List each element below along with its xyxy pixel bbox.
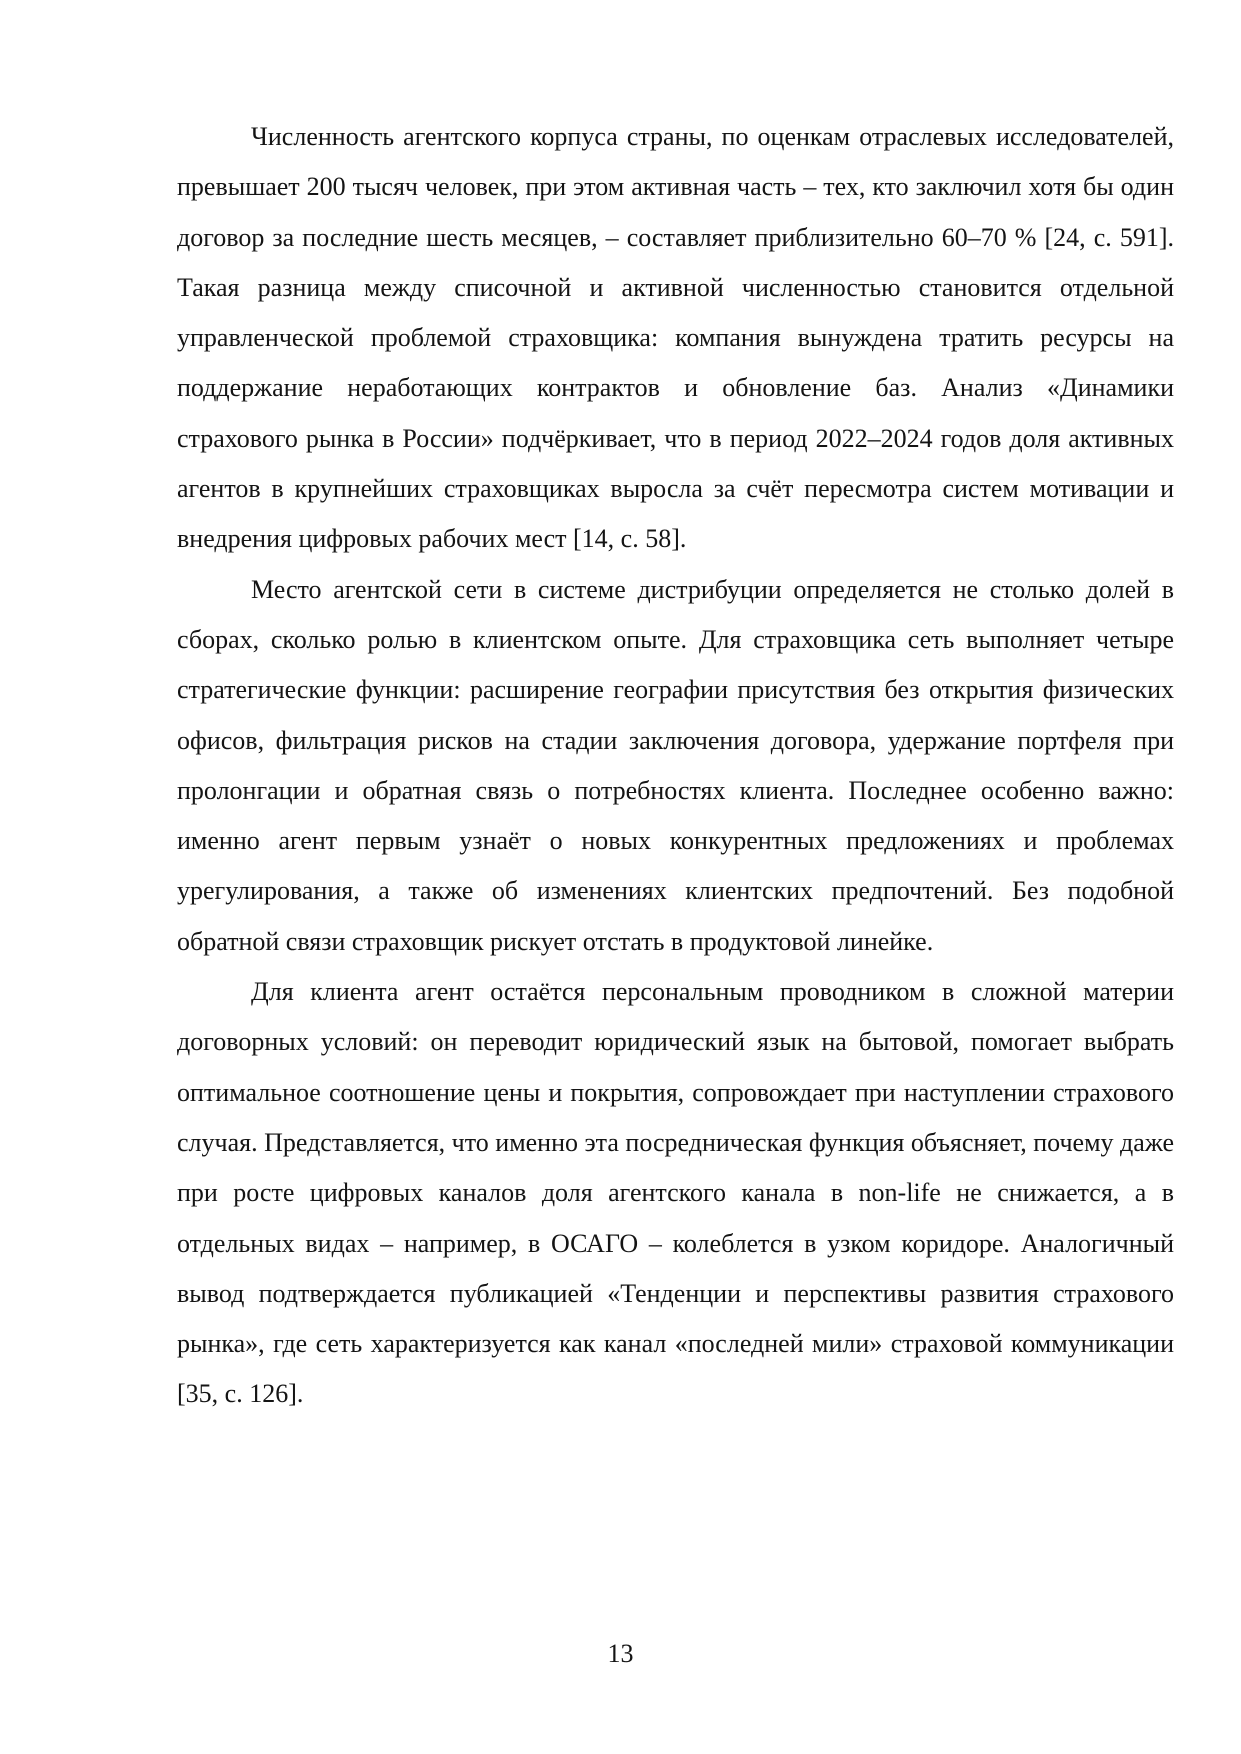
page-number: 13: [607, 1639, 634, 1668]
paragraph-agent-count: Численность агентского корпуса страны, по оценкам отраслевых исследователей, превышает 200 тысяч человек, при этом активная часть – тех, кто заключил хотя бы один договор за последние шесть месяцев, – составляет приблизительно 60–70 % [24, с. 591]. Такая разница между списочной и активной численностью становится отдельной управленческой проблемой страховщика: компания вынуждена тратить ресурсы на поддержание неработающих контрактов и обновление баз. Анализ «Динамики страхового рынка в России» подчёркивает, что в период 2022–2024 годов доля активных агентов в крупнейших страховщиках выросла за счёт пересмотра систем мотивации и внедрения цифровых рабочих мест [14, с. 58].: [177, 122, 1174, 554]
body-text: [177, 112, 1174, 1420]
paragraph-client-guide: Для клиента агент остаётся персональным проводником в сложной материи договорных условий: он переводит юридический язык на бытовой, помогает выбрать оптимальное соотношение цены и покрытия, сопровождает при наступлении страхового случая. Представляется, что именно эта посредническая функция объясняет, почему даже при росте цифровых каналов доля агентского канала в non-life не снижается, а в отдельных видах – например, в ОСАГО – колеблется в узком коридоре. Аналогичный вывод подтверждается публикацией «Тенденции и перспективы развития страхового рынка», где сеть характеризуется как канал «последней мили» страховой коммуникации [35, с. 126].: [177, 977, 1174, 1409]
paragraph-distribution-role: Место агентской сети в системе дистрибуции определяется не столько долей в сборах, сколько ролью в клиентском опыте. Для страховщика сеть выполняет четыре стратегические функции: расширение географии присутствия без открытия физических офисов, фильтрация рисков на стадии заключения договора, удержание портфеля при пролонгации и обратная связь о потребностях клиента. Последнее особенно важно: именно агент первым узнаёт о новых конкурентных предложениях и проблемах урегулирования, а также об изменениях клиентских предпочтений. Без подобной обратной связи страховщик рискует отстать в продуктовой линейке.: [177, 574, 1174, 956]
